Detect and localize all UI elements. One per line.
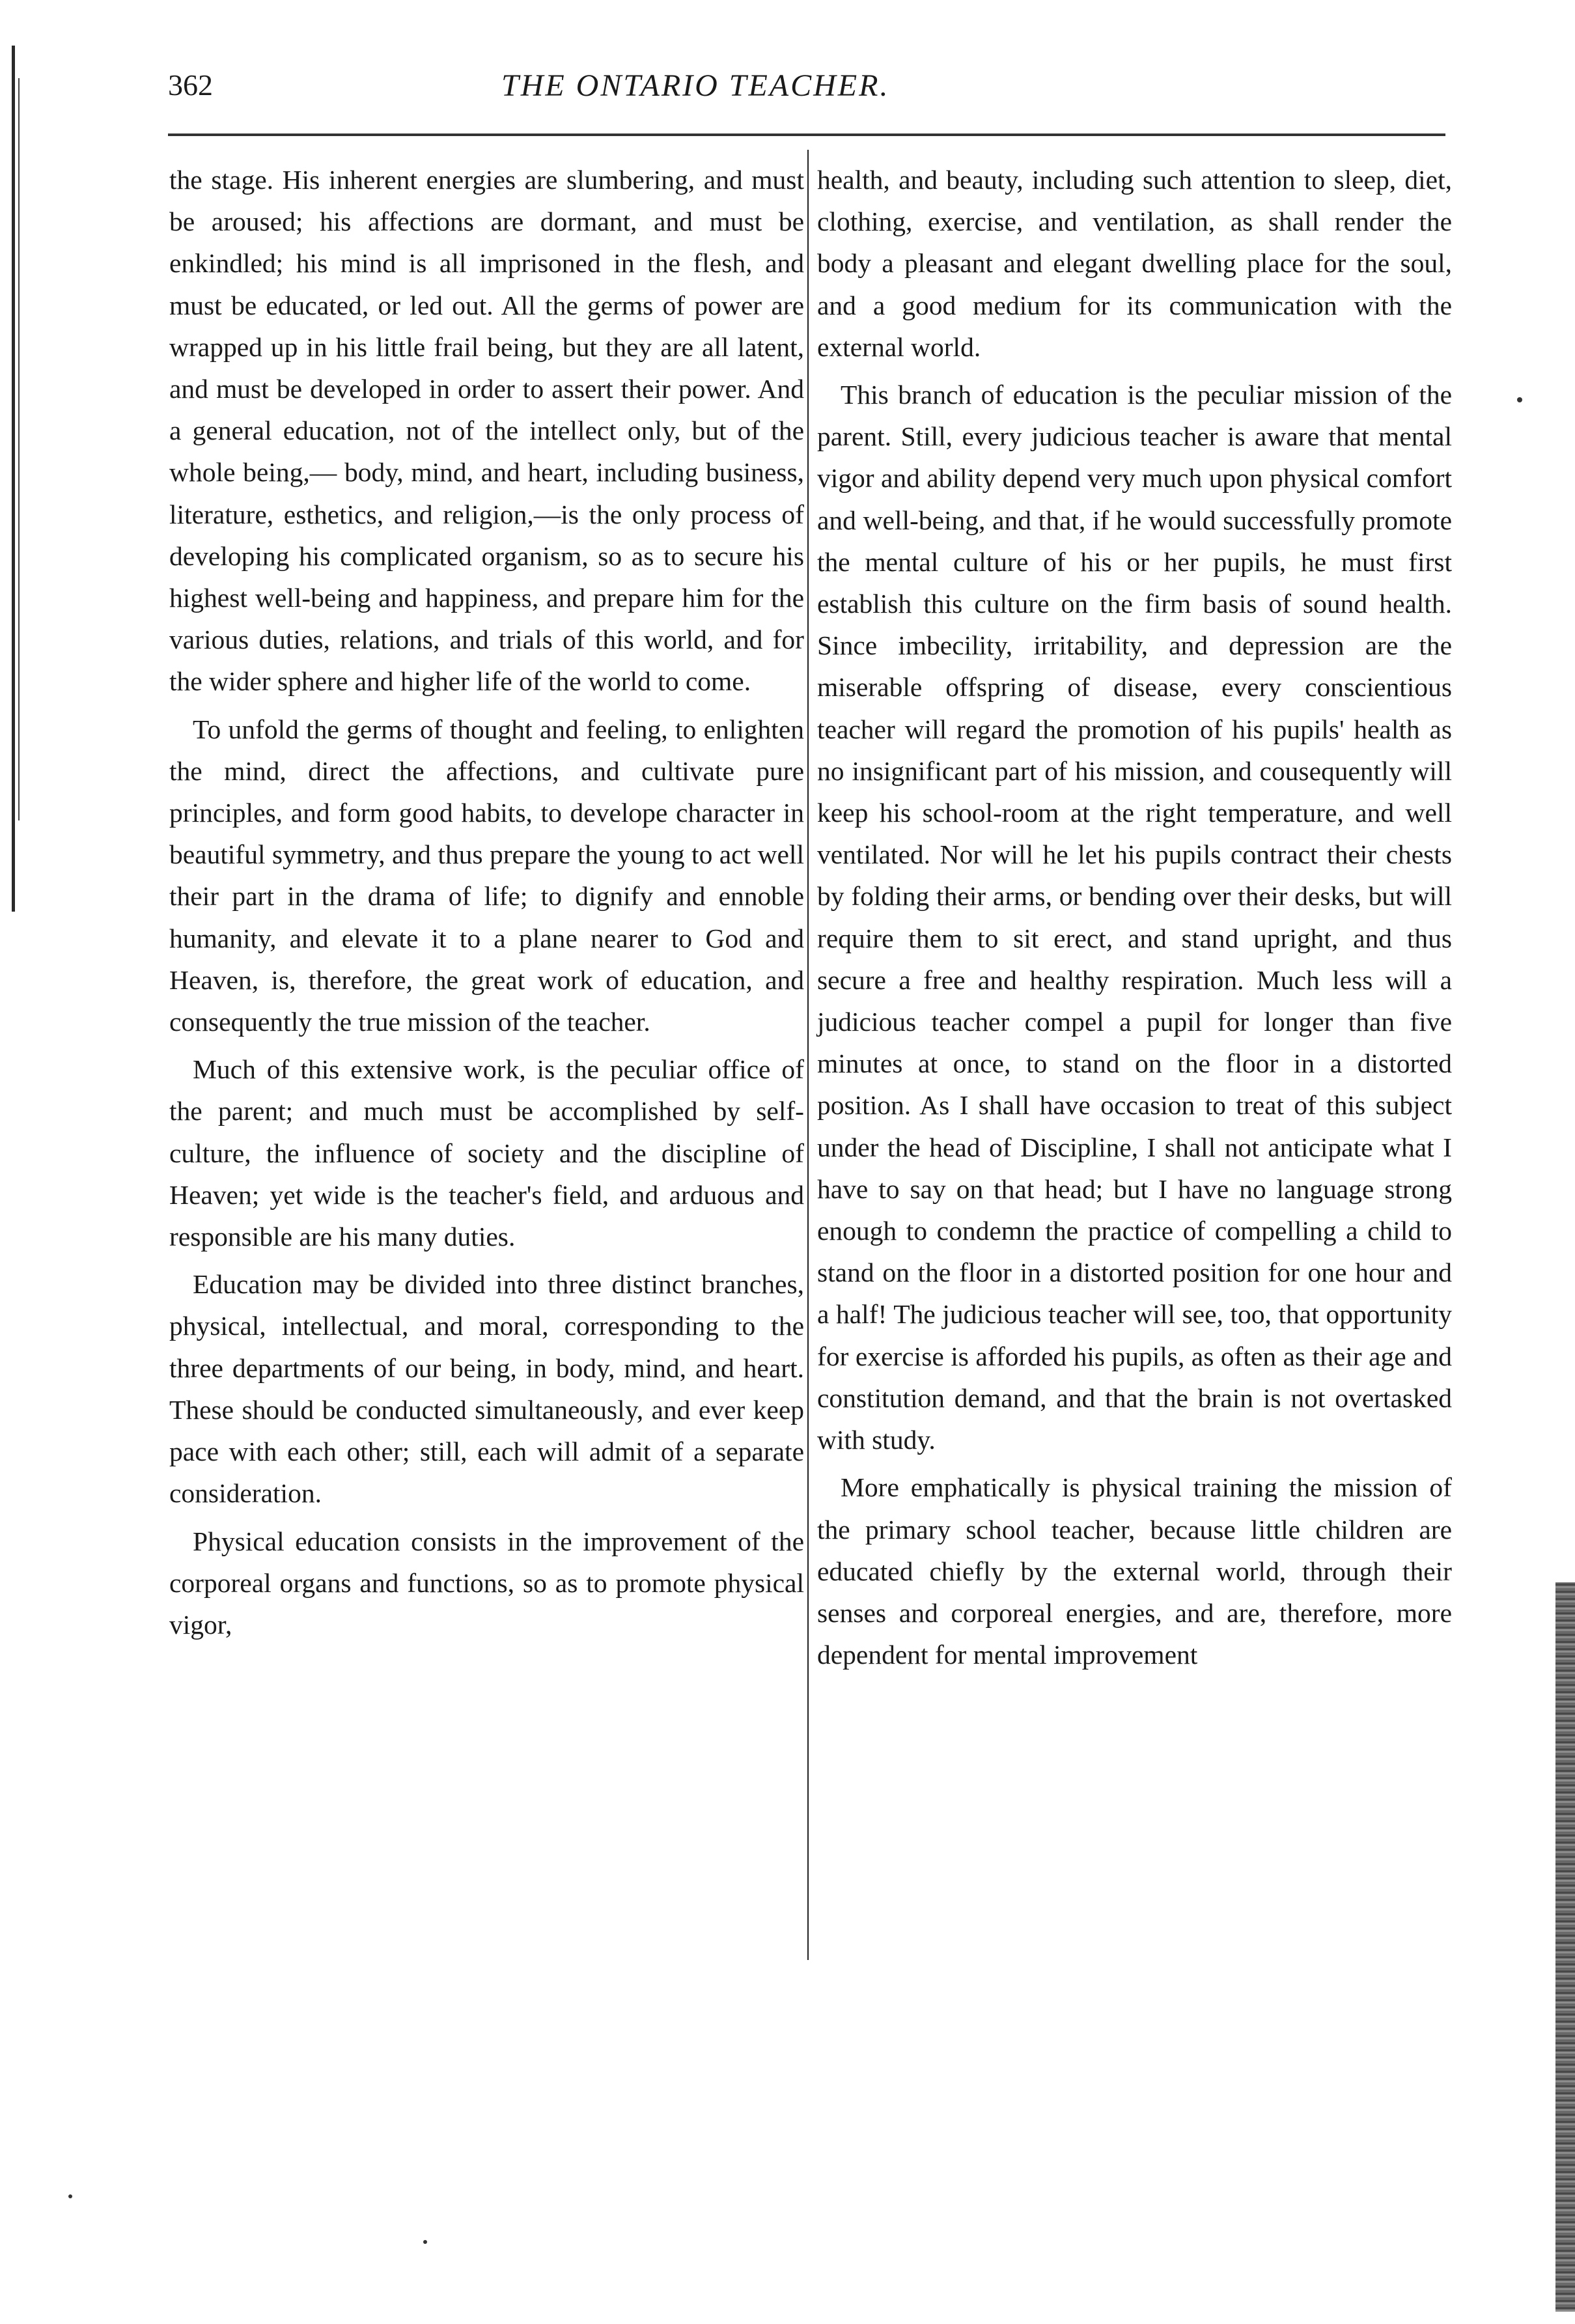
paragraph: the stage. His inherent energies are slumbering, and must be aroused; his affections are dormant, and must be enkindled; his mind is all imprisoned in the flesh, and must be educated, or led out. All the germs of power are wrapped up in his little frail being, but they are all latent, and must be developed in order to assert their power. And a general education, not of the intellect only, but of the whole being,— body, mind, and heart, including business, literature, esthetics, and religion,—is the only process of developing his complicated organism, so as to secure his highest well-being and happiness, and prepare him for the various duties, relations, and trials of this world, and for the wider sphere and higher life of the world to come. <box>169 165 804 697</box>
scan-speck <box>68 2194 72 2198</box>
binding-edge-line-inner <box>18 78 20 820</box>
running-title: THE ONTARIO TEACHER. <box>501 68 890 103</box>
paragraph: To unfold the germs of thought and feeling, to enlighten the mind, direct the affections, and cultivate pure principles, and form good habits, to develope character in beautiful symmetry, and thus prepare the young to act well their part in the drama of life; to dignify and ennoble humanity, and elevate it to a plane nearer to God and Heaven, is, therefore, the great work of education, and consequently the true mission of the teacher. <box>169 714 804 1037</box>
paragraph: Physical education consists in the improvement of the corporeal organs and functions, so as to promote physical vigor, <box>169 1526 804 1640</box>
right-column <box>817 159 1452 1681</box>
paragraph: This branch of education is the peculiar mission of the parent. Still, every judicious teacher is aware that mental vigor and ability depend very much upon physical comfort and well-being, and that, if he would successfully promote the mental culture of his or her pupils, he must first establish this culture on the firm basis of sound health. Since imbecility, irritability, and depression are the miserable offspring of disease, every conscientious teacher will regard the promotion of his pupils' health as no insignificant part of his mission, and cousequently will keep his school-room at the right temperature, and well ventilated. Nor will he let his pupils contract their chests by folding their arms, or bending over their desks, but will require them to sit erect, and stand upright, and thus secure a free and healthy respiration. Much less will a judicious teacher compel a pupil for longer than five minutes at once, to stand on the floor in a distorted position. As I shall have occasion to treat of this subject under the head of Discipline, I shall not anticipate what I have to say on that head; but I have no language strong enough to condemn the practice of compelling a child to stand on the floor in a distorted position for one hour and a half! The judicious teacher will see, too, that opportunity for exercise is afforded his pupils, as often as their age and constitution demand, and that the brain is not overtasked with study. <box>817 380 1453 1455</box>
header-rule <box>168 133 1445 136</box>
page-edge-strip <box>1555 1582 1575 2312</box>
left-column <box>169 159 804 1651</box>
paragraph: Much of this extensive work, is the peculiar office of the parent; and much must be accomplished by self-culture, the influence of society and the discipline of Heaven; yet wide is the teacher's field, and arduous and responsible are his many duties. <box>169 1054 804 1252</box>
paragraph: More emphatically is physical training the mission of the primary school teacher, because little children are educated chiefly by the external world, through their senses and corporeal energies, and are, therefore, more dependent for mental improvement <box>817 1472 1452 1670</box>
column-divider <box>807 150 809 1960</box>
paragraph: health, and beauty, including such attention to sleep, diet, clothing, exercise, and ventilation, as shall render the body a pleasant and elegant dwelling place for the soul, and a good medium for its communication with the external world. <box>817 165 1452 362</box>
page-number: 362 <box>168 68 213 102</box>
paragraph: Education may be divided into three distinct branches, physical, intellectual, and moral, corresponding to the three departments of our being, in body, mind, and heart. These should be conducted simultaneously, and ever keep pace with each other; still, each will admit of a separate consideration. <box>169 1269 804 1509</box>
binding-edge-line <box>12 46 15 912</box>
scan-speck <box>423 2240 427 2244</box>
scan-speck <box>1517 397 1522 402</box>
page-header <box>0 68 1575 113</box>
